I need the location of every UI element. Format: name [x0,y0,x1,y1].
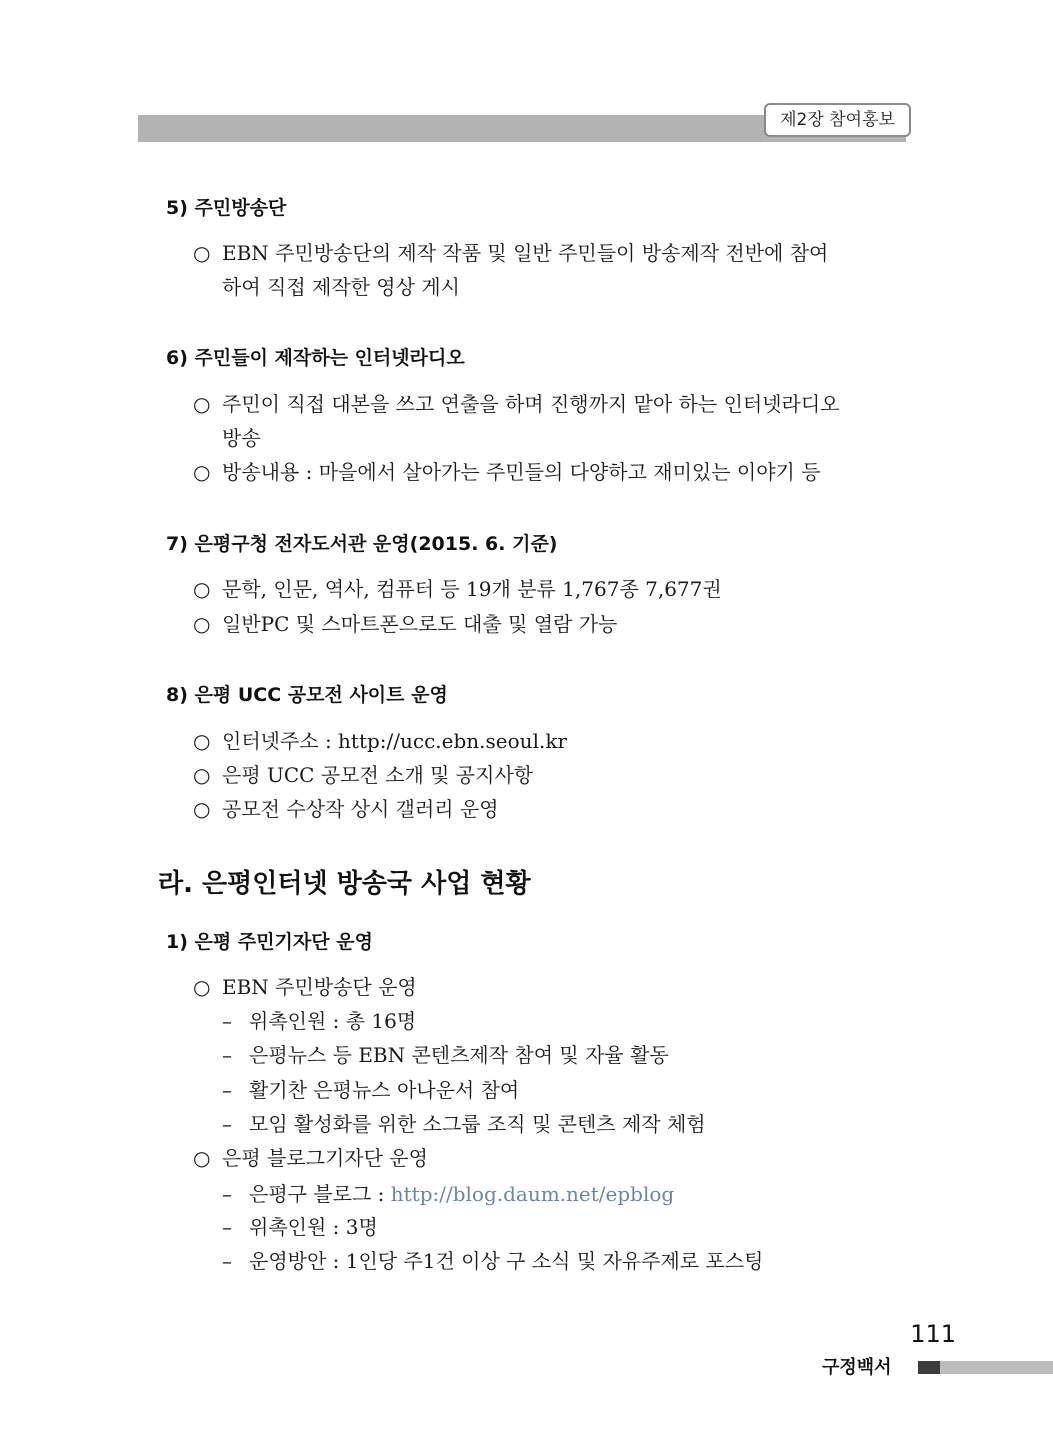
page-number: 111 [910,1320,956,1348]
dash-icon: – [222,1249,232,1273]
group-2-bullet: 은평 블로그기자단 운영 [222,1146,428,1170]
section-7-title: 7) 은평구청 전자도서관 운영(2015. 6. 기준) [166,533,558,555]
group-1-dash-1: 위촉인원 : 총 16명 [249,1009,417,1033]
group-1-bullet: EBN 주민방송단 운영 [222,975,417,999]
dash-icon: – [222,1112,232,1136]
section-8-title: 8) 은평 UCC 공모전 사이트 운영 [166,684,448,706]
group-2-dash-2: 위촉인원 : 3명 [249,1215,378,1239]
dash-icon: – [222,1182,232,1206]
section-5-line-2: 하여 직접 제작한 영상 게시 [222,275,460,299]
dash-icon: – [222,1009,232,1033]
bullet-icon: ○ [193,612,211,636]
section-6-line-3: 방송내용 : 마을에서 살아가는 주민들의 다양하고 재미있는 이야기 등 [222,460,821,484]
dash-icon: – [222,1043,232,1067]
section-6-title: 6) 주민들이 제작하는 인터넷라디오 [166,347,465,369]
section-5-line-1: EBN 주민방송단의 제작 작품 및 일반 주민들이 방송제작 전반에 참여 [222,241,829,265]
section-8-line-3: 공모전 수상작 상시 갤러리 운영 [222,797,499,821]
section-5-title: 5) 주민방송단 [166,197,287,219]
section-7-line-2: 일반PC 및 스마트폰으로도 대출 및 열람 가능 [222,612,618,636]
section-6-line-1: 주민이 직접 대본을 쓰고 연출을 하며 진행까지 맡아 하는 인터넷라디오 [222,392,840,416]
section-6-line-2: 방송 [222,426,261,450]
group-2-dash-3: 운영방안 : 1인당 주1건 이상 구 소식 및 자유주제로 포스팅 [249,1249,764,1273]
bullet-icon: ○ [193,577,211,601]
group-1-dash-3: 활기찬 은평뉴스 아나운서 참여 [249,1078,520,1102]
bullet-icon: ○ [193,1146,211,1170]
chapter-tab: 제2장 참여홍보 [764,103,911,137]
bullet-icon: ○ [193,460,211,484]
group-1-dash-4: 모임 활성화를 위한 소그룹 조직 및 콘텐츠 제작 체험 [249,1112,706,1136]
footer-bar-dark [918,1361,940,1374]
section-8-line-2: 은평 UCC 공모전 소개 및 공지사항 [222,763,534,787]
dash-icon: – [222,1215,232,1239]
book-title: 구정백서 [822,1357,892,1378]
major-heading: 라. 은평인터넷 방송국 사업 현황 [158,869,531,899]
blog-link[interactable]: http://blog.daum.net/epblog [390,1182,675,1206]
blog-line [249,1181,674,1207]
subsection-1-title: 1) 은평 주민기자단 운영 [166,931,373,953]
bullet-icon: ○ [193,797,211,821]
dash-icon: – [222,1078,232,1102]
blog-label: 은평구 블로그 : [249,1182,391,1206]
section-8-line-1: 인터넷주소 : http://ucc.ebn.seoul.kr [222,729,567,753]
bullet-icon: ○ [193,975,211,999]
bullet-icon: ○ [193,241,211,265]
section-7-line-1: 문학, 인문, 역사, 컴퓨터 등 19개 분류 1,767종 7,677권 [222,577,722,601]
footer-bar-light [940,1361,1053,1374]
bullet-icon: ○ [193,729,211,753]
group-1-dash-2: 은평뉴스 등 EBN 콘텐츠제작 참여 및 자율 활동 [249,1043,669,1067]
bullet-icon: ○ [193,392,211,416]
bullet-icon: ○ [193,763,211,787]
